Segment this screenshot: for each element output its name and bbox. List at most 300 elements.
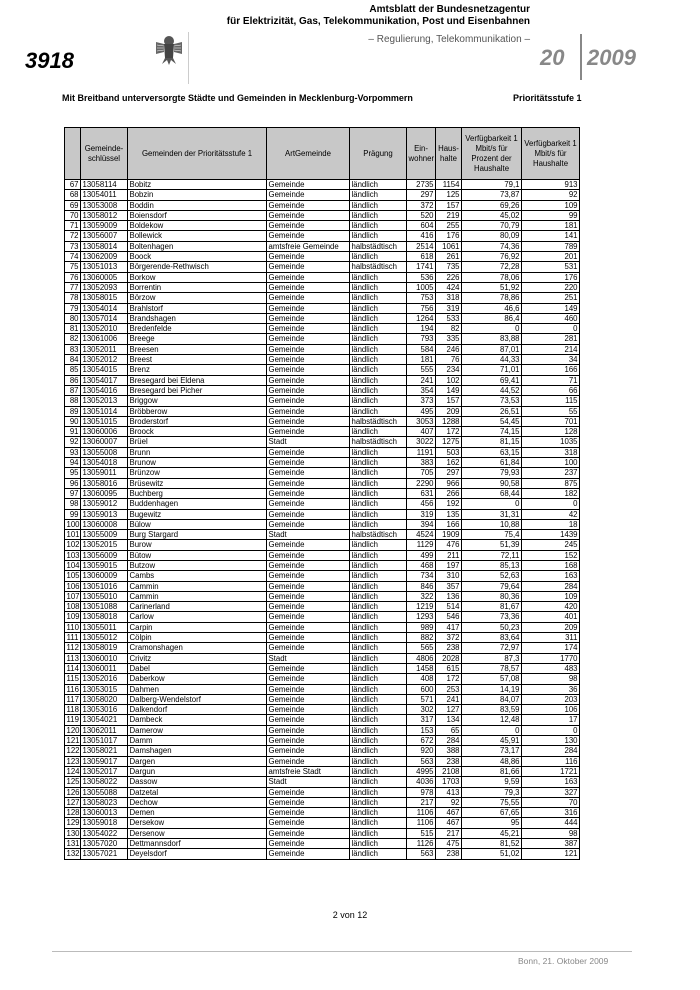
table-cell: 4806 — [407, 653, 436, 663]
table-row — [65, 355, 580, 365]
table-cell: 51,02 — [462, 849, 522, 859]
table-cell: Briggow — [128, 396, 267, 406]
table-cell: ländlich — [350, 344, 407, 354]
table-cell: 86 — [65, 375, 81, 385]
table-cell: 92 — [522, 190, 580, 200]
table-cell: 13052093 — [81, 282, 128, 292]
table-cell: 13058015 — [81, 293, 128, 303]
table-cell: 1741 — [407, 262, 436, 272]
column-header: Gemeinde-schlüssel — [81, 128, 128, 180]
table-cell: Bresegard bei Eldena — [128, 375, 267, 385]
table-cell: 13058021 — [81, 746, 128, 756]
table-cell: 10,88 — [462, 519, 522, 529]
table-cell: 102 — [436, 375, 462, 385]
table-cell: 153 — [407, 725, 436, 735]
table-cell: 118 — [66, 705, 79, 715]
table-cell: 13055011 — [81, 622, 128, 632]
table-cell: Gemeinde — [267, 447, 350, 457]
table-cell: Cramonshagen — [128, 643, 267, 653]
table-cell: 13059011 — [81, 468, 128, 478]
table-cell: amtsfreie Stadt — [267, 766, 350, 776]
table-cell: 76 — [65, 272, 81, 282]
table-row — [65, 468, 580, 478]
table-cell: 70 — [522, 797, 580, 807]
table-cell: 129 — [66, 818, 80, 828]
table-cell: 90,58 — [462, 478, 522, 488]
table-cell: 1005 — [407, 282, 436, 292]
table-cell: 18 — [522, 519, 580, 529]
table-row — [65, 416, 580, 426]
table-cell: 106 — [66, 581, 80, 591]
table-cell: Boiensdorf — [128, 210, 267, 220]
table-cell: halbstädtisch — [350, 437, 407, 447]
table-cell: Broock — [128, 427, 267, 437]
table-cell: 420 — [522, 602, 580, 612]
table-cell: 13051014 — [81, 406, 128, 416]
table-cell: 13055008 — [81, 447, 128, 457]
table-cell: 105 — [66, 571, 80, 581]
table-cell: Gemeinde — [267, 787, 350, 797]
table-cell: Bröbberow — [128, 406, 267, 416]
table-cell: ländlich — [350, 458, 407, 468]
table-cell: 756 — [407, 303, 436, 313]
table-cell: 13059009 — [81, 221, 128, 231]
table-cell: 631 — [407, 488, 436, 498]
table-cell: ländlich — [350, 334, 407, 344]
table-cell: Dargun — [128, 766, 267, 776]
table-cell: Gemeinde — [267, 272, 350, 282]
table-cell: Gemeinde — [267, 736, 350, 746]
table-cell: 125 — [436, 190, 462, 200]
table-cell: 128 — [522, 427, 580, 437]
table-cell: 126 — [66, 787, 80, 797]
table-cell: 13051016 — [81, 581, 128, 591]
table-cell: 536 — [407, 272, 436, 282]
table-cell: 68,44 — [462, 488, 522, 498]
table-row — [65, 200, 580, 210]
table-cell: 1106 — [407, 818, 436, 828]
table-cell: 65 — [436, 725, 462, 735]
issue-divider — [580, 34, 582, 80]
table-cell: 100 — [66, 519, 80, 529]
table-cell: 174 — [522, 643, 580, 653]
table-cell: 413 — [436, 787, 462, 797]
table-cell: Bobitz — [128, 180, 267, 190]
table-cell: 75 — [65, 262, 81, 272]
table-cell: 83,64 — [462, 633, 522, 643]
column-header: Haus-halte — [436, 128, 462, 180]
table-cell: 372 — [407, 200, 436, 210]
column-header: Verfügbarkeit 1 Mbit/s für Haushalte — [522, 128, 580, 180]
table-cell: 121 — [66, 736, 80, 746]
table-row — [65, 509, 580, 519]
table-cell: 70,79 — [462, 221, 522, 231]
table-row — [65, 190, 580, 200]
table-cell: 1703 — [436, 777, 462, 787]
table-row — [65, 550, 580, 560]
table-cell: Gemeinde — [267, 252, 350, 262]
table-cell: 45,21 — [462, 828, 522, 838]
table-cell: Gemeinde — [267, 458, 350, 468]
issue-number: 20 — [540, 45, 565, 70]
table-cell: 46,6 — [462, 303, 522, 313]
table-cell: 121 — [522, 849, 580, 859]
gazette-title — [190, 3, 530, 47]
table-row — [65, 797, 580, 807]
table-cell: Carinerland — [128, 602, 267, 612]
table-cell: Gemeinde — [267, 756, 350, 766]
table-cell: Börzow — [128, 293, 267, 303]
table-cell: 176 — [522, 272, 580, 282]
table-cell: Brunow — [128, 458, 267, 468]
table-cell: 69,41 — [462, 375, 522, 385]
table-cell: ländlich — [350, 282, 407, 292]
table-cell: 0 — [462, 725, 522, 735]
table-cell: 45,91 — [462, 736, 522, 746]
table-cell: Dersenow — [128, 828, 267, 838]
table-row — [65, 694, 580, 704]
table-cell: 119 — [66, 715, 79, 725]
table-cell: 316 — [522, 808, 580, 818]
table-cell: 83,88 — [462, 334, 522, 344]
table-cell: Dalberg-Wendelstorf — [128, 694, 267, 704]
table-cell: 74,15 — [462, 427, 522, 437]
table-cell: 357 — [436, 581, 462, 591]
table-cell: Borrentin — [128, 282, 267, 292]
table-cell: 3053 — [407, 416, 436, 426]
table-cell: 3022 — [407, 437, 436, 447]
table-cell: 1439 — [522, 530, 580, 540]
table-cell: Gemeinde — [267, 797, 350, 807]
table-cell: 584 — [407, 344, 436, 354]
table-cell: 13058019 — [81, 643, 128, 653]
table-cell: 31,31 — [462, 509, 522, 519]
table-cell: Dabel — [128, 663, 267, 673]
header-divider — [188, 32, 189, 84]
table-cell: 100 — [522, 458, 580, 468]
table-cell: 0 — [522, 725, 580, 735]
table-cell: 13052012 — [81, 355, 128, 365]
table-cell: 13055088 — [81, 787, 128, 797]
table-cell: ländlich — [350, 705, 407, 715]
table-cell: 72,28 — [462, 262, 522, 272]
table-cell: ländlich — [350, 396, 407, 406]
table-cell: 211 — [436, 550, 462, 560]
table-cell: 735 — [436, 262, 462, 272]
table-cell: 94 — [65, 458, 81, 468]
table-cell: halbstädtisch — [350, 241, 407, 251]
table-row — [65, 560, 580, 570]
table-cell: Gemeinde — [267, 231, 350, 241]
table-cell: Boock — [128, 252, 267, 262]
table-row — [65, 766, 580, 776]
table-cell: 172 — [436, 674, 462, 684]
table-cell: Buddenhagen — [128, 499, 267, 509]
table-cell: 71 — [65, 221, 81, 231]
table-cell: 81,67 — [462, 602, 522, 612]
table-cell: 318 — [436, 293, 462, 303]
table-cell: 4036 — [407, 777, 436, 787]
table-cell: 149 — [522, 303, 580, 313]
table-cell: 104 — [66, 560, 80, 570]
table-cell: 13059018 — [81, 818, 128, 828]
table-cell: 503 — [436, 447, 462, 457]
table-cell: Bobzin — [128, 190, 267, 200]
table-cell: 0 — [522, 324, 580, 334]
table-cell: 36 — [522, 684, 580, 694]
table-cell: Gemeinde — [267, 828, 350, 838]
table-cell: 407 — [407, 427, 436, 437]
table-row — [65, 375, 580, 385]
table-cell: 125 — [66, 777, 80, 787]
table-cell: ländlich — [350, 272, 407, 282]
table-cell: 13060013 — [81, 808, 128, 818]
table-row — [65, 530, 580, 540]
table-cell: 166 — [436, 519, 462, 529]
table-cell: 84,07 — [462, 694, 522, 704]
table-cell: amtsfreie Gemeinde — [267, 241, 350, 251]
table-cell: 2290 — [407, 478, 436, 488]
table-cell: 78,86 — [462, 293, 522, 303]
table-cell: 197 — [436, 560, 462, 570]
table-cell: 163 — [522, 777, 580, 787]
table-cell: Gemeinde — [267, 499, 350, 509]
table-row — [65, 818, 580, 828]
table-cell: 85 — [65, 365, 81, 375]
table-cell: 311 — [522, 633, 580, 643]
municipalities-table — [64, 127, 580, 860]
table-cell: 297 — [407, 190, 436, 200]
table-cell: 13056009 — [81, 550, 128, 560]
table-row — [65, 839, 580, 849]
table-cell: Buchberg — [128, 488, 267, 498]
table-cell: Dersekow — [128, 818, 267, 828]
table-cell: 846 — [407, 581, 436, 591]
table-cell: Gemeinde — [267, 560, 350, 570]
table-cell: 168 — [522, 560, 580, 570]
table-cell: 520 — [407, 210, 436, 220]
table-cell: 514 — [436, 602, 462, 612]
table-cell: 83,59 — [462, 705, 522, 715]
table-cell: Bülow — [128, 519, 267, 529]
table-cell: 91 — [65, 427, 81, 437]
table-cell: ländlich — [350, 571, 407, 581]
table-cell: 563 — [407, 849, 436, 859]
table-cell: Gemeinde — [267, 324, 350, 334]
table-cell: 116 — [66, 684, 79, 694]
table-cell: 383 — [407, 458, 436, 468]
table-cell: 74 — [65, 252, 81, 262]
table-cell: 192 — [436, 499, 462, 509]
table-cell: ländlich — [350, 684, 407, 694]
table-cell: ländlich — [350, 746, 407, 756]
table-cell: Börgerende-Rethwisch — [128, 262, 267, 272]
table-cell: 284 — [436, 736, 462, 746]
table-header-row — [65, 128, 580, 180]
table-cell: Dahmen — [128, 684, 267, 694]
table-cell: ländlich — [350, 736, 407, 746]
table-cell: 1288 — [436, 416, 462, 426]
table-cell: Gemeinde — [267, 334, 350, 344]
table-row — [65, 653, 580, 663]
table-cell: Gemeinde — [267, 849, 350, 859]
table-cell: 705 — [407, 468, 436, 478]
table-cell: 251 — [522, 293, 580, 303]
table-cell: 80 — [65, 313, 81, 323]
table-cell: Gemeinde — [267, 602, 350, 612]
table-cell: 81,15 — [462, 437, 522, 447]
table-cell: 90 — [65, 416, 81, 426]
table-cell: 81,66 — [462, 766, 522, 776]
table-cell: 76 — [436, 355, 462, 365]
table-cell: 327 — [522, 787, 580, 797]
table-cell: 55 — [522, 406, 580, 416]
table-cell: Breesen — [128, 344, 267, 354]
table-cell: 12,48 — [462, 715, 522, 725]
table-cell: Gemeinde — [267, 406, 350, 416]
table-cell: 111 — [65, 633, 81, 643]
table-cell: ländlich — [350, 293, 407, 303]
table-cell: Gemeinde — [267, 365, 350, 375]
table-cell: 789 — [522, 241, 580, 251]
table-cell: 67 — [65, 180, 81, 190]
table-cell: 74,36 — [462, 241, 522, 251]
table-cell: ländlich — [350, 756, 407, 766]
table-cell: 69 — [65, 200, 81, 210]
table-cell: 79,93 — [462, 468, 522, 478]
table-cell: ländlich — [350, 468, 407, 478]
table-row — [65, 519, 580, 529]
table-cell: 1909 — [436, 530, 462, 540]
table-body — [65, 180, 580, 860]
table-cell: 882 — [407, 633, 436, 643]
table-cell: 734 — [407, 571, 436, 581]
table-cell: 238 — [436, 849, 462, 859]
table-cell: 9,59 — [462, 777, 522, 787]
table-cell: 194 — [407, 324, 436, 334]
table-row — [65, 787, 580, 797]
table-cell: 4995 — [407, 766, 436, 776]
table-cell: 13062011 — [81, 725, 128, 735]
table-cell: Gemeinde — [267, 581, 350, 591]
table-cell: 297 — [436, 468, 462, 478]
table-cell: Gemeinde — [267, 427, 350, 437]
table-cell: 97 — [65, 488, 81, 498]
table-cell: ländlich — [350, 313, 407, 323]
table-cell: 226 — [436, 272, 462, 282]
table-cell: 79,3 — [462, 787, 522, 797]
table-cell: 209 — [522, 622, 580, 632]
table-cell: 95 — [462, 818, 522, 828]
column-header: Prägung — [350, 128, 407, 180]
table-cell: 424 — [436, 282, 462, 292]
table-cell: 322 — [407, 591, 436, 601]
table-cell: 234 — [436, 365, 462, 375]
table-cell: Dechow — [128, 797, 267, 807]
table-cell: 319 — [436, 303, 462, 313]
table-cell: ländlich — [350, 622, 407, 632]
table-cell: 13059017 — [81, 756, 128, 766]
table-cell: 70 — [65, 210, 81, 220]
table-cell: Brahlstorf — [128, 303, 267, 313]
table-cell: 13058020 — [81, 694, 128, 704]
table-cell: 201 — [522, 252, 580, 262]
table-cell: 913 — [522, 180, 580, 190]
table-cell: 78,06 — [462, 272, 522, 282]
table-cell: 302 — [407, 705, 436, 715]
table-cell: Gemeinde — [267, 210, 350, 220]
section-title: Mit Breitband unterversorgte Städte und Gemeinden in Mecklenburg-Vorpommern — [62, 93, 413, 103]
table-cell: 1264 — [407, 313, 436, 323]
table-cell: 82 — [65, 334, 81, 344]
table-cell: ländlich — [350, 509, 407, 519]
table-cell: halbstädtisch — [350, 262, 407, 272]
table-cell: 499 — [407, 550, 436, 560]
table-cell: 134 — [436, 715, 462, 725]
table-row — [65, 344, 580, 354]
table-cell: Breege — [128, 334, 267, 344]
table-cell: 102 — [66, 540, 80, 550]
priority-label: Prioritätsstufe 1 — [513, 93, 582, 103]
table-cell: Gemeinde — [267, 674, 350, 684]
table-cell: 13060008 — [81, 519, 128, 529]
table-cell: Stadt — [267, 530, 350, 540]
page-number: 3918 — [25, 48, 74, 73]
table-cell: ländlich — [350, 365, 407, 375]
table-row — [65, 684, 580, 694]
table-cell: ländlich — [350, 231, 407, 241]
table-row — [65, 581, 580, 591]
table-cell: 115 — [66, 674, 79, 684]
table-cell: 220 — [522, 282, 580, 292]
table-cell: 672 — [407, 736, 436, 746]
table-cell: 136 — [436, 591, 462, 601]
table-cell: Gemeinde — [267, 694, 350, 704]
table-cell: 989 — [407, 622, 436, 632]
footer-divider — [52, 951, 632, 952]
table-row — [65, 591, 580, 601]
table-cell: 99 — [522, 210, 580, 220]
table-cell: ländlich — [350, 839, 407, 849]
table-cell: 13060010 — [81, 653, 128, 663]
table-cell: Gemeinde — [267, 705, 350, 715]
table-cell: 13051015 — [81, 416, 128, 426]
table-cell: 416 — [407, 231, 436, 241]
table-cell: 13058016 — [81, 478, 128, 488]
table-cell: 99 — [65, 509, 81, 519]
table-cell: 1191 — [407, 447, 436, 457]
table-cell: 152 — [522, 550, 580, 560]
table-cell: 13057020 — [81, 839, 128, 849]
table-cell: Gemeinde — [267, 313, 350, 323]
table-cell: 130 — [66, 828, 80, 838]
table-cell: 13059013 — [81, 509, 128, 519]
table-cell: Carpin — [128, 622, 267, 632]
table-cell: 117 — [66, 694, 79, 704]
table-cell: 13054011 — [81, 190, 128, 200]
table-cell: 42 — [522, 509, 580, 519]
table-cell: 13060009 — [81, 571, 128, 581]
table-cell: ländlich — [350, 303, 407, 313]
table-cell: 127 — [66, 797, 80, 807]
table-cell: 13060005 — [81, 272, 128, 282]
table-cell: 141 — [522, 231, 580, 241]
table-cell: 162 — [436, 458, 462, 468]
table-cell: 163 — [522, 571, 580, 581]
table-cell: Boldekow — [128, 221, 267, 231]
table-cell: Brüel — [128, 437, 267, 447]
table-row — [65, 385, 580, 395]
